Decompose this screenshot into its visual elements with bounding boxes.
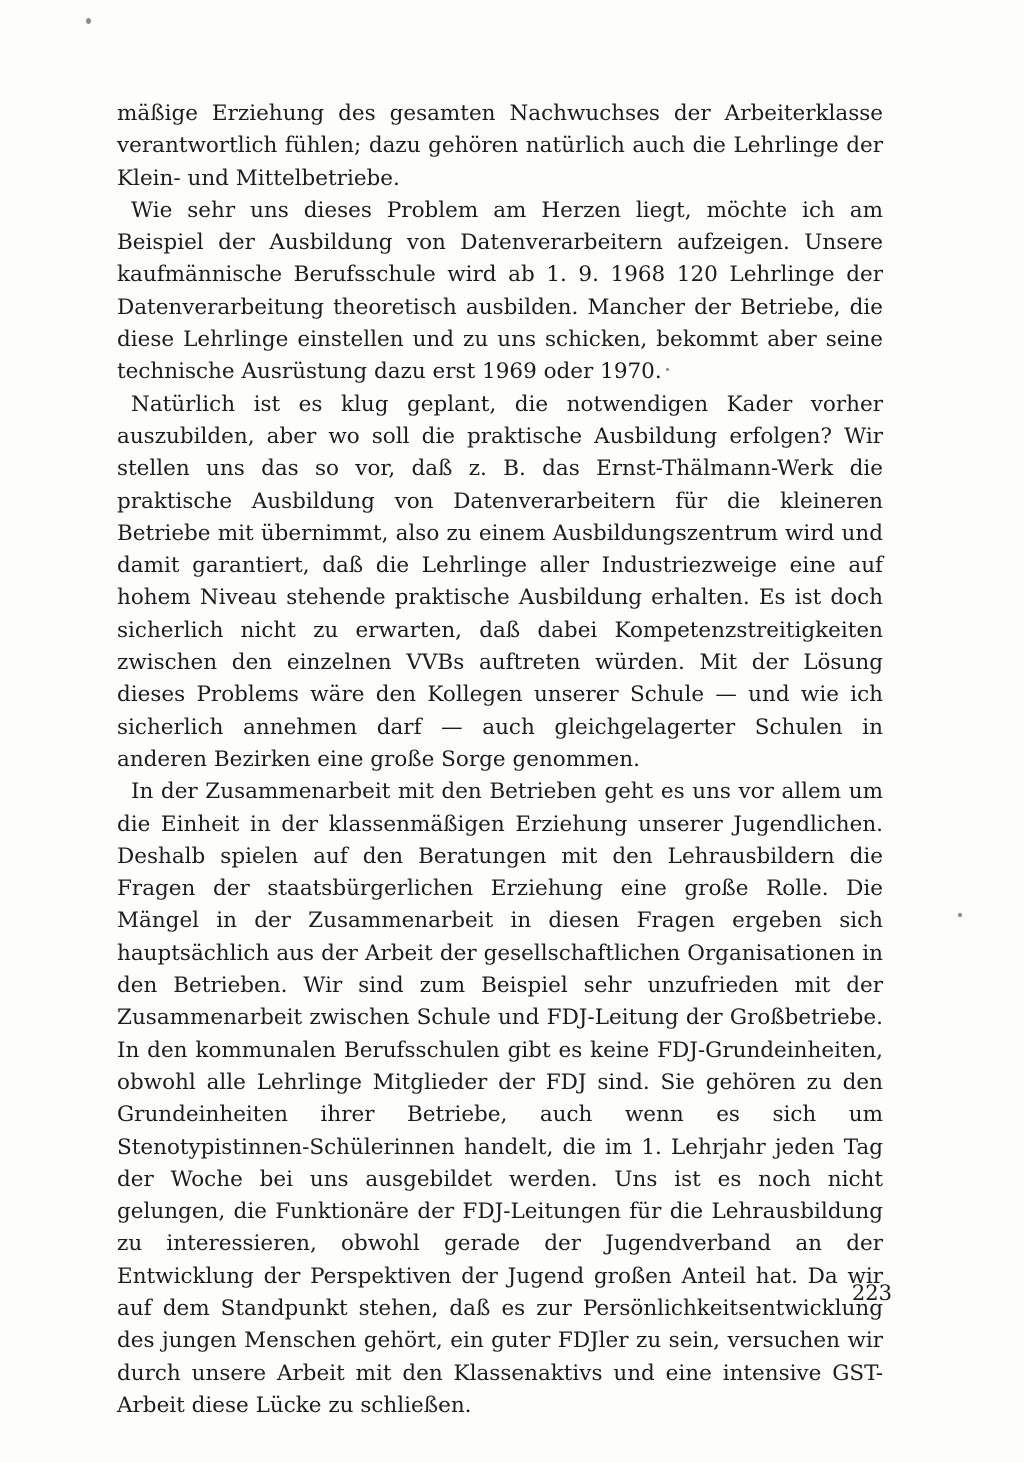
paragraph: mäßige Erziehung des gesamten Nachwuchses der Arbeiterklasse verantwortlich fühlen; dazu gehören natürlich auch die Lehrlinge der Klein- und Mittelbetriebe. — [117, 101, 883, 191]
page-number: 223 — [851, 1281, 892, 1305]
paragraph: Wie sehr uns dieses Problem am Herzen liegt, möchte ich am Beispiel der Ausbildung von Datenverarbeitern aufzeigen. Unsere kaufmännische Berufsschule wird ab 1. 9. 1968 120 Lehrlinge der Datenverarbeitung theoretisch ausbilden. Mancher der Betriebe, die diese Lehrlinge einstellen und zu uns schicken, bekommt aber seine technische Ausrüstung dazu erst 1969 oder 1970. — [117, 197, 883, 385]
paper-speck — [958, 913, 962, 917]
paragraph: In der Zusammenarbeit mit den Betrieben geht es uns vor allem um die Einheit in der klassenmäßigen Erziehung unserer Jugendlichen. Deshalb spielen auf den Beratungen mit den Lehrausbildern die Fragen der staatsbürgerlichen Erziehung eine große Rolle. Die Mängel in der Zusammenarbeit in diesen Fragen ergeben sich hauptsächlich aus der Arbeit der gesellschaftlichen Organisationen in den Betrieben. Wir sind zum Beispiel sehr unzufrieden mit der Zusammenarbeit zwischen Schule und FDJ-Leitung der Großbetriebe. In den kommunalen Berufsschulen gibt es keine FDJ-Grundeinheiten, obwohl alle Lehrlinge Mitglieder der FDJ sind. Sie gehören zu den Grundeinheiten ihrer Betriebe, auch wenn es sich um Stenotypistinnen-Schülerinnen handelt, die im 1. Lehrjahr jeden Tag der Woche bei uns ausgebildet werden. Uns ist es noch nicht gelungen, die Funktionäre der FDJ-Leitungen für die Lehrausbildung zu interessieren, obwohl gerade der Jugendverband an der Entwicklung der Perspektiven der Jugend großen Anteil hat. Da wir auf dem Standpunkt stehen, daß es zur Persönlichkeitsentwicklung des jungen Menschen gehört, ein guter FDJler zu sein, versuchen wir durch unsere Arbeit mit den Klassenaktivs und eine intensive GST-Arbeit diese Lücke zu schließen. — [117, 779, 883, 1418]
paragraph: Natürlich ist es klug geplant, die notwendigen Kader vorher auszubilden, aber wo soll die praktische Ausbildung erfolgen? Wir stellen uns das so vor, daß z. B. das Ernst-Thälmann-Werk die praktische Ausbildung von Datenverarbeitern für die kleineren Betriebe mit übernimmt, also zu einem Ausbildungszentrum wird und damit garantiert, daß die Lehrlinge aller Industriezweige eine auf hohem Niveau stehende praktische Ausbildung erhalten. Es ist doch sicherlich nicht zu erwarten, daß dabei Kompetenzstreitigkeiten zwischen den einzelnen VVBs auftreten würden. Mit der Lösung dieses Problems wäre den Kollegen unserer Schule — und wie ich sicherlich annehmen darf — auch gleichgelagerter Schulen in anderen Bezirken eine große Sorge genommen. — [117, 391, 883, 772]
body-text — [117, 98, 883, 1422]
paper-speck — [86, 18, 91, 24]
